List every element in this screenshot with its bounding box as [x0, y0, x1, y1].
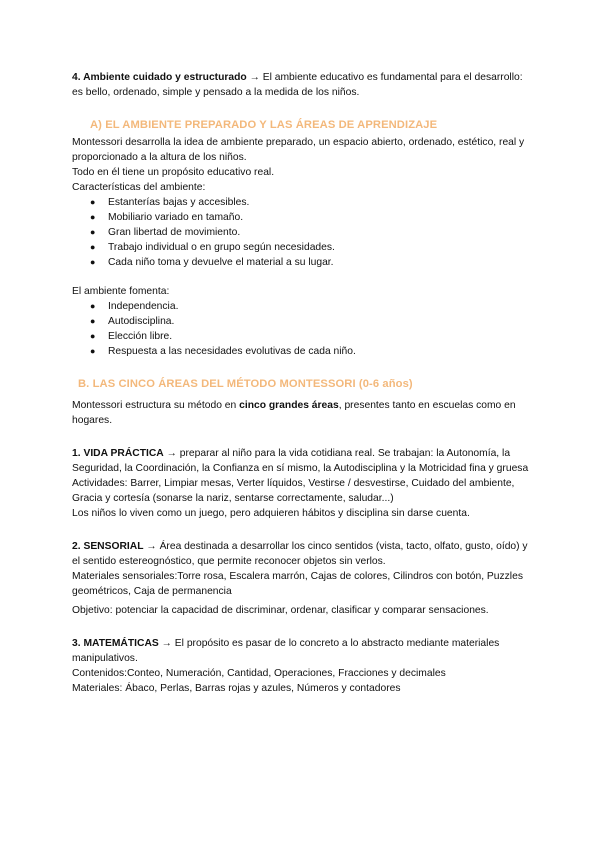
- arrow-icon: →: [246, 72, 263, 83]
- section4-text: El ambiente educativo es fundamental para el desarrollo: es bello, ordenado, simple y pensado a la medida de los niños.: [72, 72, 523, 98]
- bullet-icon: ●: [90, 227, 96, 237]
- bullet-icon: ●: [90, 197, 96, 207]
- section-a-intro: Montessori desarrolla la idea de ambiente preparado, un espacio abierto, ordenado, estético, real y proporcionado a la altura de los niños.: [72, 137, 525, 163]
- list-item: ● Estanterías bajas y accesibles.: [90, 197, 250, 208]
- arrow-icon: →: [163, 448, 180, 459]
- area2-title: 2. SENSORIAL: [72, 541, 144, 552]
- bullet-icon: ●: [90, 331, 96, 341]
- list-item: ● Cada niño toma y devuelve el material a su lugar.: [90, 257, 334, 268]
- bullet-icon: ●: [90, 257, 96, 267]
- bullet-icon: ●: [90, 301, 96, 311]
- area2-paragraph: [72, 539, 532, 569]
- area2-materials: Materiales sensoriales:Torre rosa, Escalera marrón, Cajas de colores, Cilindros con botón, Puzzles geométricos, Caja de permanencia: [72, 571, 523, 597]
- area3-title: 3. MATEMÁTICAS: [72, 638, 159, 649]
- characteristics-list: [72, 195, 532, 270]
- list-item: ● Gran libertad de movimiento.: [90, 227, 241, 238]
- document-page: [72, 70, 532, 696]
- list-item: ● Mobiliario variado en tamaño.: [90, 212, 244, 223]
- list-item: ● Respuesta a las necesidades evolutivas de cada niño.: [90, 346, 356, 357]
- area2-text: Área destinada a desarrollar los cinco sentidos (vista, tacto, olfato, gusto, oído) y el sentido estereognóstico, que permite reconocer objetos sin verlos.: [72, 541, 528, 567]
- area1-text: preparar al niño para la vida cotidiana real. Se trabajan: la Autonomía, la Seguridad, la Coordinación, la Confianza en sí mismo, la Autodisciplina y la Motricidad fina y gruesa: [72, 448, 529, 474]
- area1-paragraph: [72, 446, 532, 476]
- area3-text: El propósito es pasar de lo concreto a lo abstracto mediante materiales manipulativos.: [72, 638, 500, 664]
- bullet-icon: ●: [90, 316, 96, 326]
- area1-note: Los niños lo viven como un juego, pero adquieren hábitos y disciplina sin darse cuenta.: [72, 508, 470, 519]
- list-item: ● Trabajo individual o en grupo según necesidades.: [90, 242, 335, 253]
- bullet-icon: ●: [90, 346, 96, 356]
- area2-objective: Objetivo: potenciar la capacidad de discriminar, ordenar, clasificar y comparar sensaciones.: [72, 605, 489, 616]
- section-a-intro-2: Todo en él tiene un propósito educativo real.: [72, 167, 275, 178]
- area3-paragraph: [72, 636, 532, 666]
- list-item: ● Autodisciplina.: [90, 316, 175, 327]
- bullet-icon: ●: [90, 242, 96, 252]
- section-b-heading: B. LAS CINCO ÁREAS DEL MÉTODO MONTESSORI (0-6 años): [78, 378, 413, 390]
- section-b-intro: Montessori estructura su método en cinco grandes áreas, presentes tanto en escuelas como en hogares.: [72, 400, 516, 426]
- area3-contents: Contenidos:Conteo, Numeración, Cantidad, Operaciones, Fracciones y decimales: [72, 668, 446, 679]
- list-item: ● Elección libre.: [90, 331, 173, 342]
- section-a-heading: A) EL AMBIENTE PREPARADO Y LAS ÁREAS DE APRENDIZAJE: [90, 119, 438, 131]
- fosters-label: El ambiente fomenta:: [72, 286, 170, 297]
- bullet-icon: ●: [90, 212, 96, 222]
- section4-paragraph: [72, 70, 532, 100]
- section4-title: 4. Ambiente cuidado y estructurado: [72, 72, 247, 83]
- area1-title: 1. VIDA PRÁCTICA: [72, 448, 164, 459]
- arrow-icon: →: [143, 541, 160, 552]
- five-areas-emphasis: cinco grandes áreas: [239, 400, 339, 411]
- characteristics-label: Características del ambiente:: [72, 182, 206, 193]
- area3-materials: Materiales: Ábaco, Perlas, Barras rojas y azules, Números y contadores: [72, 683, 401, 694]
- arrow-icon: →: [158, 638, 175, 649]
- list-item: ● Independencia.: [90, 301, 179, 312]
- fosters-list: [72, 299, 532, 359]
- area1-activities: Actividades: Barrer, Limpiar mesas, Verter líquidos, Vestirse / desvestirse, Cuidado del ambiente, Gracia y cortesía (sonarse la nariz, sentarse correctamente, saludar...): [72, 478, 515, 504]
